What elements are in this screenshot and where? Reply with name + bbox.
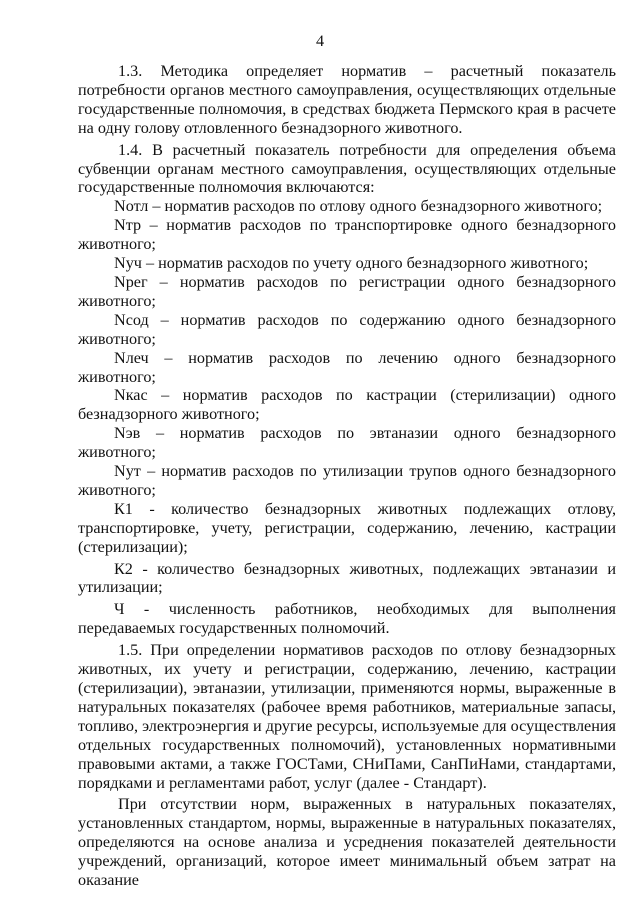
- item-n-reg: Nрег – норматив расходов по регистрации одного безнадзорного животного;: [78, 272, 616, 310]
- item-n-ut: Nут – норматив расходов по утилизации трупов одного безнадзорного животного;: [78, 462, 616, 499]
- item-k2: К2 - количество безнадзорных животных, подлежащих эвтаназии и утилизации;: [78, 559, 616, 597]
- document-body: [78, 62, 616, 890]
- item-n-tr: Nтр – норматив расходов по транспортировке одного безнадзорного животного;: [78, 216, 616, 254]
- item-ch: Ч - численность работников, необходимых для выполнения передаваемых государственных полномочий.: [78, 600, 616, 638]
- item-n-lech: Nлеч – норматив расходов по лечению одного безнадзорного животного;: [78, 348, 616, 386]
- item-n-sod: Nсод – норматив расходов по содержанию одного безнадзорного животного;: [78, 310, 616, 348]
- item-k1: К1 - количество безнадзорных животных подлежащих отлову, транспортировке, учету, регистрации, содержанию, лечению, кастрации (стерилизации);: [78, 499, 616, 556]
- item-n-ev: Nэв – норматив расходов по эвтаназии одного безнадзорного животного;: [78, 424, 616, 462]
- paragraph-1-5: 1.5. При определении нормативов расходов по отлову безнадзорных животных, их учету и регистрации, содержанию, лечению, кастрации (стерилизации), эвтаназии, утилизации, применяются нормы, выраженные в натуральных показателях (рабочее время работников, материальные запасы, топливо, электроэнергия и другие ресурсы, используемые для осуществления отдельных государственных полномочий), установленных нормативными правовыми актами, а также ГОСТами, СНиПами, СанПиНами, стандартами, порядками и регламентами работ, услуг (далее - Стандарт).: [78, 641, 616, 792]
- paragraph-1-4: 1.4. В расчетный показатель потребности для определения объема субвенции органам местного самоуправления, осуществляющих отдельные государственные полномочия включаются:: [78, 140, 616, 197]
- item-n-kas: Nкас – норматив расходов по кастрации (стерилизации) одного безнадзорного животного;: [78, 386, 616, 424]
- paragraph-1-3: 1.3. Методика определяет норматив – расчетный показатель потребности органов местного самоуправления, осуществляющих отдельные государственные полномочия, в средствах бюджета Пермского края в расчете на одну голову отловленного безнадзорного животного.: [78, 62, 616, 137]
- page-number: 4: [315, 32, 325, 50]
- item-n-uch: Nуч – норматив расходов по учету одного безнадзорного животного;: [114, 254, 589, 273]
- item-n-otl: Nотл – норматив расходов по отлову одного безнадзорного животного;: [114, 197, 603, 216]
- paragraph-no-norms: При отсутствии норм, выраженных в натуральных показателях, установленных стандартом, нормы, выраженные в натуральных показателях, определяются на основе анализа и усреднения показателей деятельности учреждений, организаций, которое имеет минимальный объем затрат на оказание: [78, 795, 616, 890]
